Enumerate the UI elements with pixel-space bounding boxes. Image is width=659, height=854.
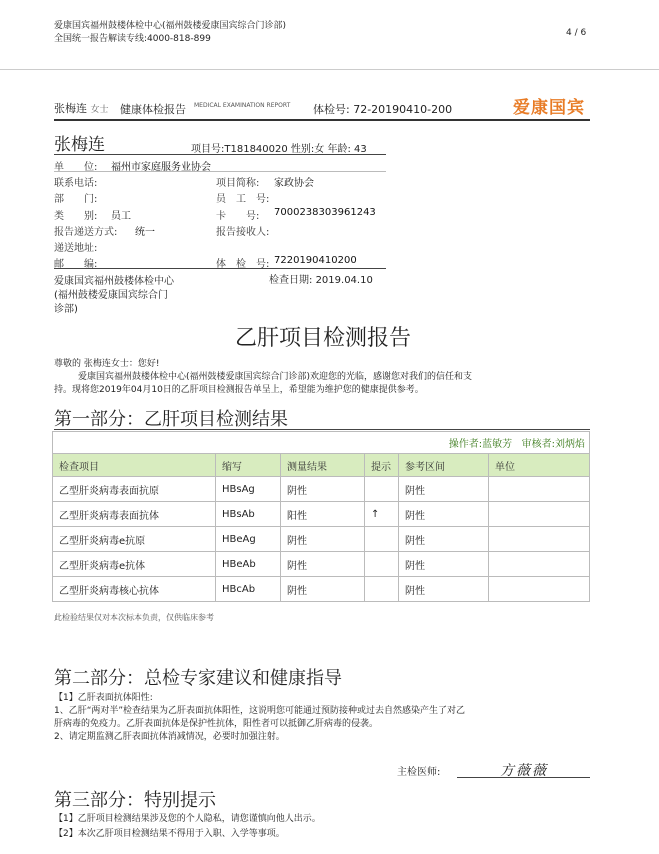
banner-report-en: MEDICAL EXAMINATION REPORT <box>194 102 291 109</box>
brand-logo: 爱康国宾 <box>513 98 585 118</box>
advice-line2: 肝病毒的免疫力。乙肝表面抗体是保护性抗体，阳性者可以抵御乙肝病毒的侵袭。 <box>54 719 379 729</box>
cell-abbr: HBeAg <box>216 527 281 552</box>
greeting: 尊敬的 张梅连女士：您好! <box>54 359 160 369</box>
table-row <box>53 577 590 602</box>
patient-divider-bottom <box>54 268 386 269</box>
cell-item: 乙型肝炎病毒表面抗体 <box>53 502 216 527</box>
table-header-row <box>53 454 590 477</box>
address-label: 递送地址: <box>54 243 98 254</box>
cell-ref: 阴性 <box>399 552 489 577</box>
doctor-signature: 方薇薇 <box>500 763 548 779</box>
delivery-value: 统一 <box>135 227 155 238</box>
center-line1: 爱康国宾福州鼓楼体检中心 <box>54 276 174 287</box>
cell-abbr: HBsAg <box>216 477 281 502</box>
table-row <box>53 527 590 552</box>
card-value: 7000238303961243 <box>274 207 376 218</box>
cell-unit <box>489 577 590 602</box>
patient-project-line: 项目号:T181840020 性别:女 年龄: 43 <box>191 144 367 155</box>
cell-abbr: HBcAb <box>216 577 281 602</box>
header-org: 爱康国宾福州鼓楼体检中心(福州鼓楼爱康国宾综合门诊部) <box>54 21 287 31</box>
cell-abbr: HBsAb <box>216 502 281 527</box>
col-ref: 参考区间 <box>399 454 489 477</box>
card-label: 卡 号: <box>216 211 260 222</box>
banner-exam-no: 体检号: 72-20190410-200 <box>313 103 453 116</box>
header-divider <box>0 69 659 70</box>
cell-result: 阴性 <box>281 477 365 502</box>
cell-hint <box>365 477 399 502</box>
cell-ref: 阴性 <box>399 502 489 527</box>
report-title: 乙肝项目检测报告 <box>235 326 412 351</box>
delivery-label: 报告递送方式: <box>54 227 118 238</box>
project-abbr-value: 家政协会 <box>274 178 314 189</box>
cell-unit <box>489 527 590 552</box>
col-result: 测量结果 <box>281 454 365 477</box>
table-row <box>53 552 590 577</box>
banner-name: 张梅连 女士 <box>54 102 109 115</box>
postcode-label: 邮 编: <box>54 259 98 270</box>
advice-line3: 2、请定期监测乙肝表面抗体消减情况，必要时加强注射。 <box>54 732 285 742</box>
cell-result: 阳性 <box>281 502 365 527</box>
table-row <box>53 477 590 502</box>
cell-ref: 阴性 <box>399 577 489 602</box>
cell-ref: 阴性 <box>399 527 489 552</box>
table-row <box>53 502 590 527</box>
exam-no-value: 7220190410200 <box>274 255 357 266</box>
section2-heading: 第二部分：总检专家建议和健康指导 <box>54 668 342 689</box>
cell-abbr: HBeAb <box>216 552 281 577</box>
cell-result: 阴性 <box>281 577 365 602</box>
advice-line1: 1、乙肝“两对半”检查结果为乙肝表面抗体阳性，这说明您可能通过预防接种或过去自然感染产生了对乙 <box>54 706 466 716</box>
section1-underline <box>54 429 590 430</box>
tip-1: 【1】乙肝项目检测结果涉及您的个人隐私，请您谨慎向他人出示。 <box>54 814 321 824</box>
intro-line1: 爱康国宾福州鼓楼体检中心(福州鼓楼爱康国宾综合门诊部)欢迎您的光临，感谢您对我们的信任和支 <box>78 372 473 382</box>
advice-title: 【1】乙肝表面抗体阳性: <box>54 693 153 703</box>
cell-item: 乙型肝炎病毒表面抗原 <box>53 477 216 502</box>
cell-unit <box>489 552 590 577</box>
cell-result: 阴性 <box>281 552 365 577</box>
exam-date: 检查日期: 2019.04.10 <box>269 275 373 286</box>
col-abbr: 缩写 <box>216 454 281 477</box>
tip-2: 【2】本次乙肝项目检测结果不得用于入职、入学等事项。 <box>54 829 285 839</box>
unit-value: 福州市家庭服务业协会 <box>111 162 211 173</box>
cell-item: 乙型肝炎病毒e抗体 <box>53 552 216 577</box>
type-value: 员工 <box>111 211 131 222</box>
type-label: 类 别: <box>54 211 98 222</box>
cell-hint <box>365 527 399 552</box>
banner-divider <box>54 119 590 121</box>
cell-ref: 阴性 <box>399 477 489 502</box>
patient-name: 张梅连 <box>54 135 105 155</box>
cell-unit <box>489 477 590 502</box>
unit-label: 单 位: <box>54 162 98 173</box>
col-hint: 提示 <box>365 454 399 477</box>
operator-row <box>53 432 590 454</box>
dept-label: 部 门: <box>54 194 98 205</box>
intro-line2: 持。现将您2019年04月10日的乙肝项目检测报告单呈上，希望能为维护您的健康提供参考。 <box>54 385 424 395</box>
signature-line <box>457 777 590 778</box>
doctor-label: 主检医师: <box>397 767 441 778</box>
cell-item: 乙型肝炎病毒e抗原 <box>53 527 216 552</box>
banner-report-title: 健康体检报告 <box>120 103 186 116</box>
patient-divider-top <box>54 154 386 155</box>
center-line3: 诊部) <box>54 304 78 315</box>
col-unit: 单位 <box>489 454 590 477</box>
cell-hint <box>365 577 399 602</box>
cell-item: 乙型肝炎病毒核心抗体 <box>53 577 216 602</box>
header-hotline: 全国统一报告解读专线:4000-818-899 <box>54 34 211 44</box>
row-divider <box>54 171 386 172</box>
phone-label: 联系电话: <box>54 178 98 189</box>
results-note: 此检验结果仅对本次标本负责，仅供临床参考 <box>54 613 214 622</box>
results-table <box>52 431 590 602</box>
project-abbr-label: 项目简称: <box>216 178 260 189</box>
center-line2: (福州鼓楼爱康国宾综合门 <box>54 290 168 301</box>
operator-cell: 操作者:蓝敏芳 审核者:刘炳焰 <box>53 432 590 454</box>
cell-result: 阴性 <box>281 527 365 552</box>
col-item: 检查项目 <box>53 454 216 477</box>
cell-hint <box>365 552 399 577</box>
receiver-label: 报告接收人: <box>216 227 270 238</box>
page-number: 4 / 6 <box>566 28 587 38</box>
cell-hint: ↑ <box>365 502 399 527</box>
section1-heading: 第一部分：乙肝项目检测结果 <box>54 409 288 430</box>
staff-no-label: 员 工 号: <box>216 194 270 205</box>
section3-heading: 第三部分：特别提示 <box>54 790 216 811</box>
exam-no-label: 体 检 号: <box>216 259 270 270</box>
cell-unit <box>489 502 590 527</box>
